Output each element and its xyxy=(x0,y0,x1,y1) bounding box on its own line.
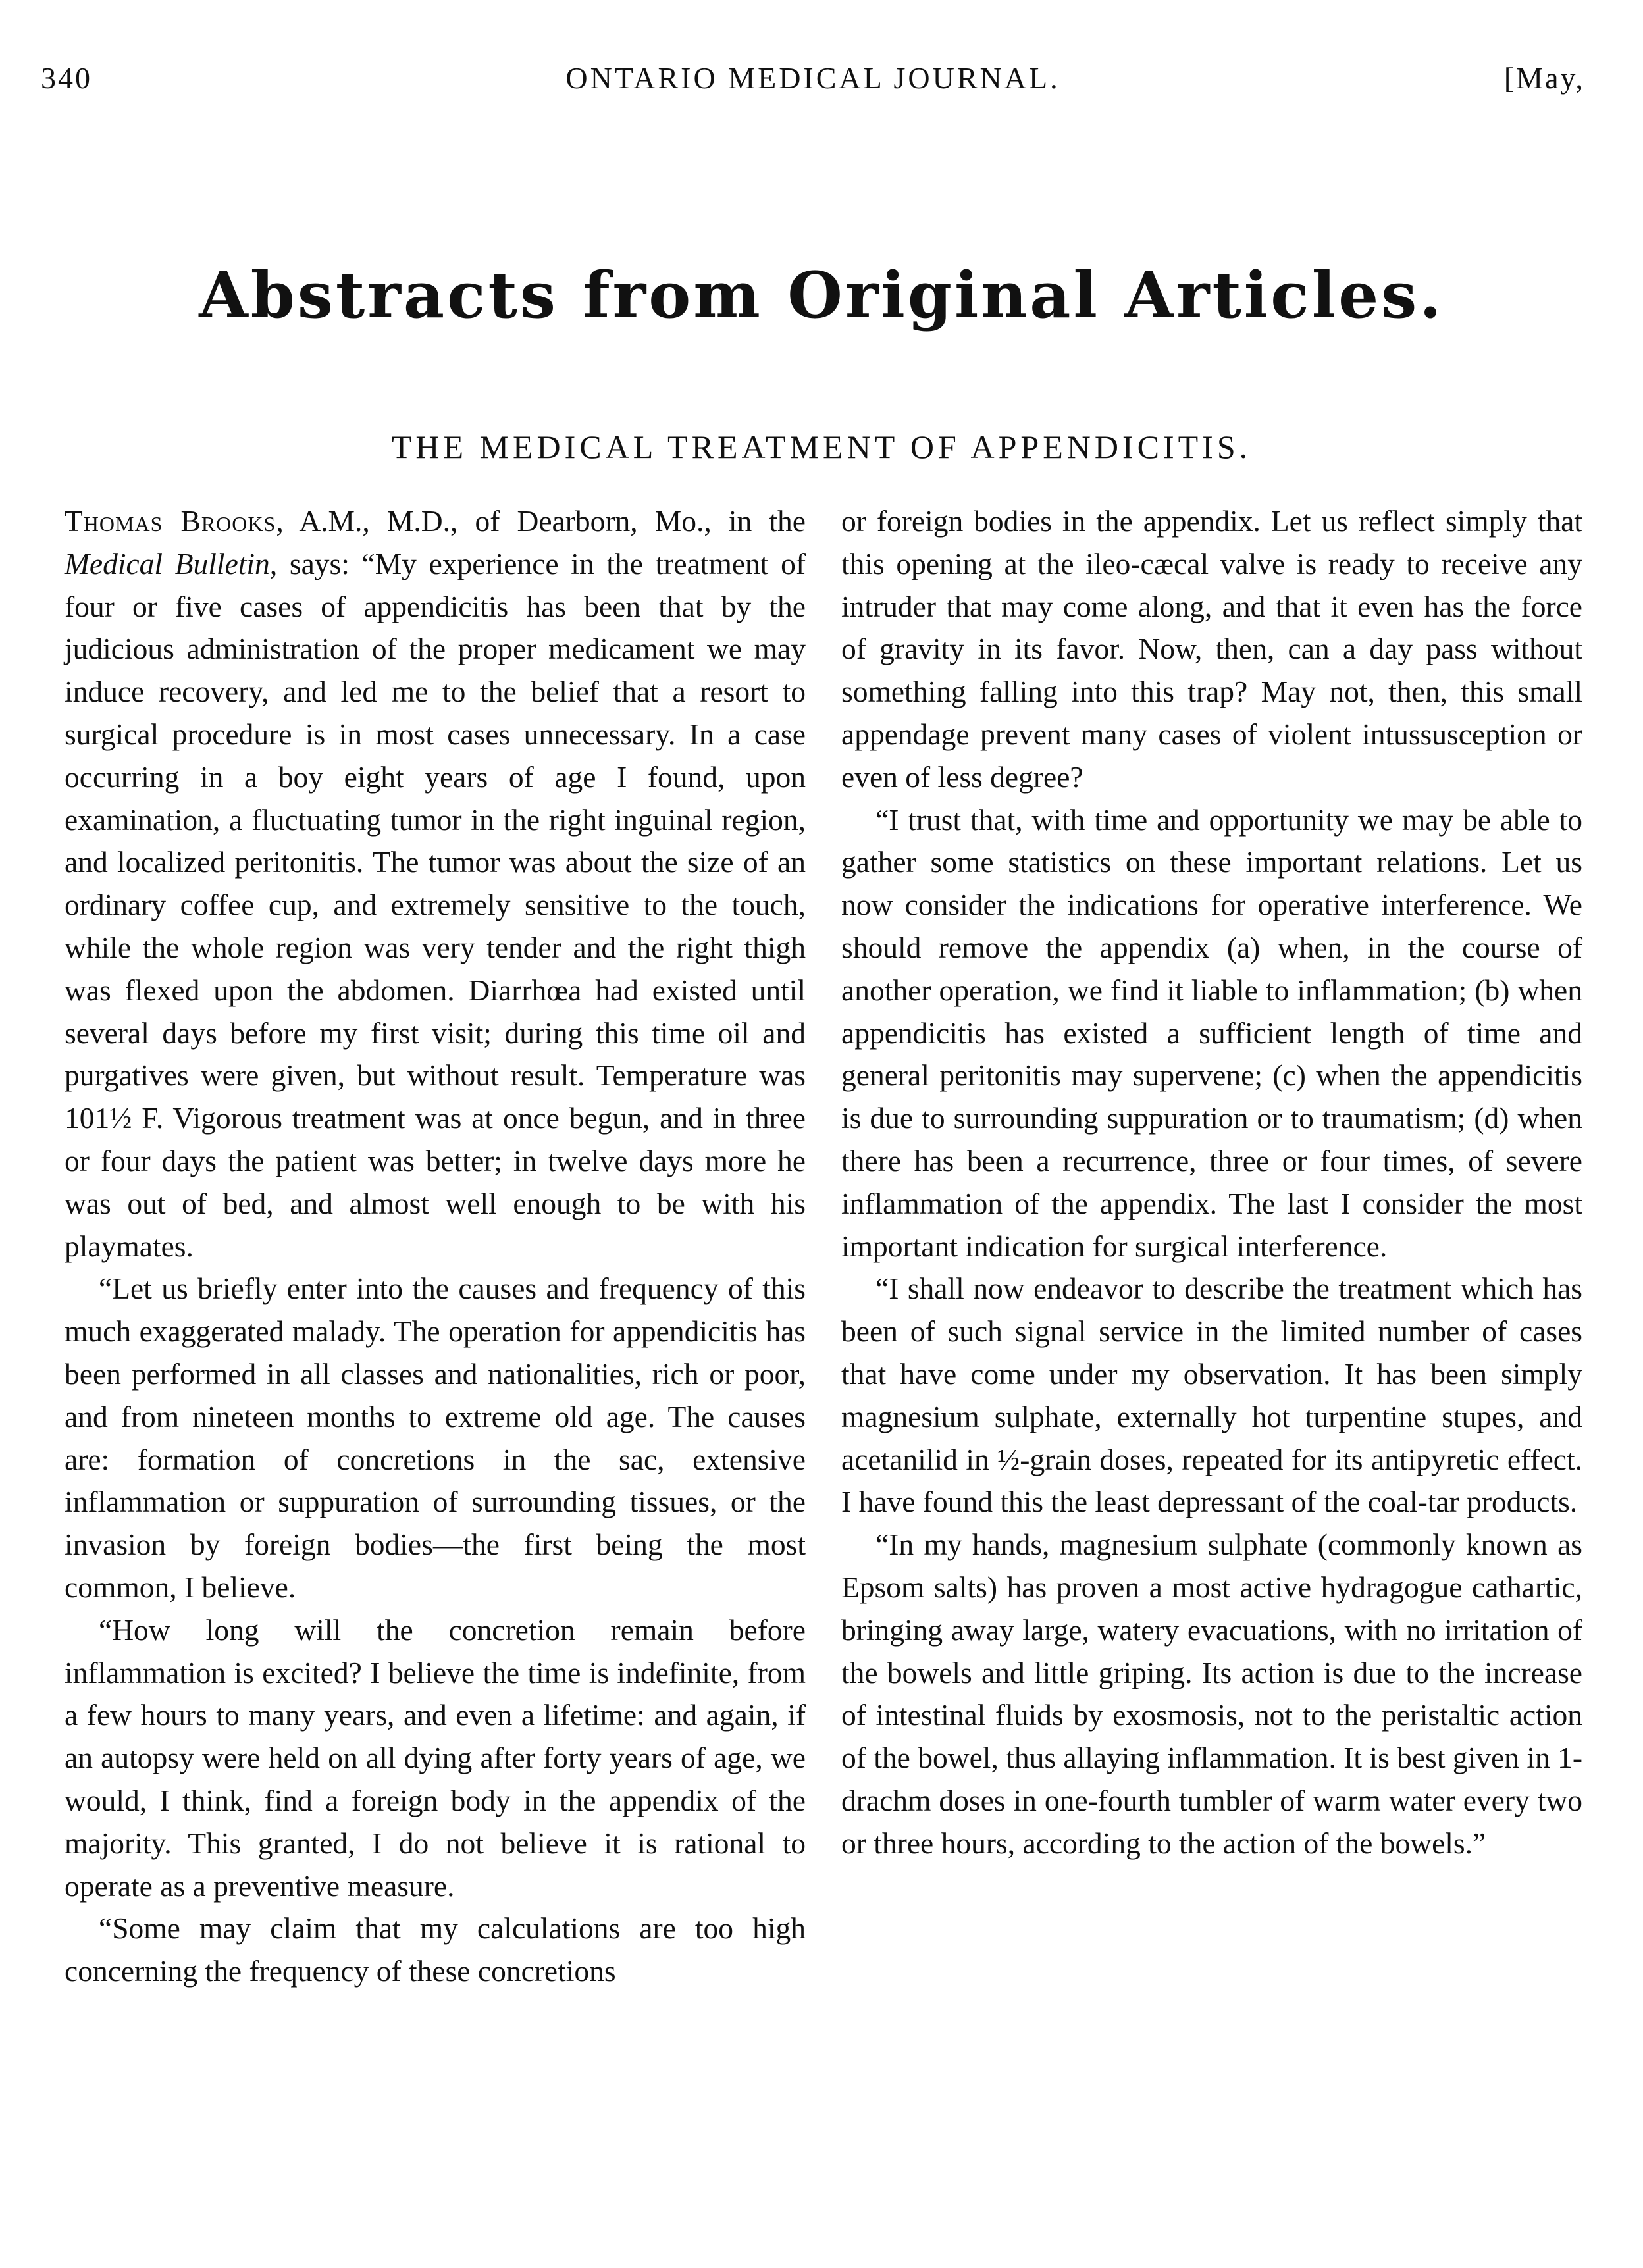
paragraph: or foreign bodies in the appendix. Let us reflect simply that this opening at the ileo-cæcal valve is ready to receive any intruder that may come along, and that it even has the force of gravity in its favor. Now, then, can a day pass without something falling into this trap? May not, then, this small appendage prevent many cases of violent intussusception or even of less degree? xyxy=(841,504,1582,794)
left-column xyxy=(65,500,806,1993)
paragraph: “How long will the concretion remain before inflammation is excited? I believe the time is indefinite, from a few hours to many years, and even a lifetime: and again, if an autopsy were held on all dying after forty years of age, we would, I think, find a foreign body in the appendix of the majority. This granted, I do not believe it is rational to operate as a preventive measure. xyxy=(65,1612,806,1903)
paragraph-text: , says: “My experience in the treatment of four or five cases of appendicitis has been that by the judicious administration of the proper medicament we may induce recovery, and led me to the belief that a resort to surgical procedure is in most cases unnecessary. In a case occurring in a boy eight years of age I found, upon examination, a fluctuating tumor in the right inguinal region, and localized peritonitis. The tumor was about the size of an ordinary coffee cup, and extremely sensitive to the touch, while the whole region was very tender and the right thigh was flexed upon the abdomen. Diarrhœa had existed until several days before my first visit; during this time oil and purgatives were given, but without result. Temperature was 101½ F. Vigorous treatment was at once begun, and in three or four days the patient was better; in twelve days more he was out of bed, and almost well enough to be with his playmates. xyxy=(65,546,806,1263)
section-title: Abstracts from Original Articles. xyxy=(199,258,1444,332)
paragraph: “Some may claim that my calculations are too high concerning the frequency of these concretions xyxy=(65,1911,806,1988)
paragraph: “In my hands, magnesium sulphate (commonly known as Epsom salts) has proven a most active hydragogue cathartic, bringing away large, watery evacuations, with no irritation of the bowels and little griping. Its action is due to the increase of intestinal fluids by exosmosis, not to the peristaltic action of the bowel, thus allaying inflammation. It is best given in 1-drachm doses in one-fourth tumbler of warm water every two or three hours, according to the action of the bowels.” xyxy=(841,1528,1582,1860)
journal-title: ONTARIO MEDICAL JOURNAL. xyxy=(565,61,1060,95)
paragraph: “I trust that, with time and opportunity we may be able to gather some statistics on these important relations. Let us now consider the indications for operative interference. We should remove the appendix (a) when, in the course of another operation, we find it liable to inflammation; (b) when appendicitis has existed a sufficient length of time and general peritonitis may supervene; (c) when the appendicitis is due to surrounding suppuration or to traumatism; (d) when there has been a recurrence, three or four times, of severe inflammation of the appendix. The last I consider the most important indication for surgical interference. xyxy=(841,802,1582,1263)
source-journal: Medical Bulletin xyxy=(65,546,270,580)
article-title: THE MEDICAL TREATMENT OF APPENDICITIS. xyxy=(391,428,1252,465)
author-name: Thomas Brooks xyxy=(65,504,276,538)
page-number: 340 xyxy=(41,61,92,95)
author-credentials: , A.M., M.D., of Dearborn, Mo., in the xyxy=(276,504,806,538)
right-column xyxy=(841,500,1582,1865)
paragraph: “I shall now endeavor to describe the treatment which has been of such signal service in the limited number of cases that have come under my observation. It has been simply magnesium sulphate, externally hot turpentine stupes, and acetanilid in ½-grain doses, repeated for its antipyretic effect. I have found this the least depressant of the coal-tar products. xyxy=(841,1272,1582,1519)
running-head xyxy=(41,61,1585,107)
paragraph: “Let us briefly enter into the causes and frequency of this much exaggerated malady. The operation for appendicitis has been performed in all classes and nationalities, rich or poor, and from nineteen months to extreme old age. The causes are: formation of concretions in the sac, extensive inflammation or suppuration of surrounding tissues, or the invasion by foreign bodies—the first being the most common, I believe. xyxy=(65,1272,806,1604)
paragraph xyxy=(65,500,806,1268)
issue-month: [May, xyxy=(1503,61,1585,95)
